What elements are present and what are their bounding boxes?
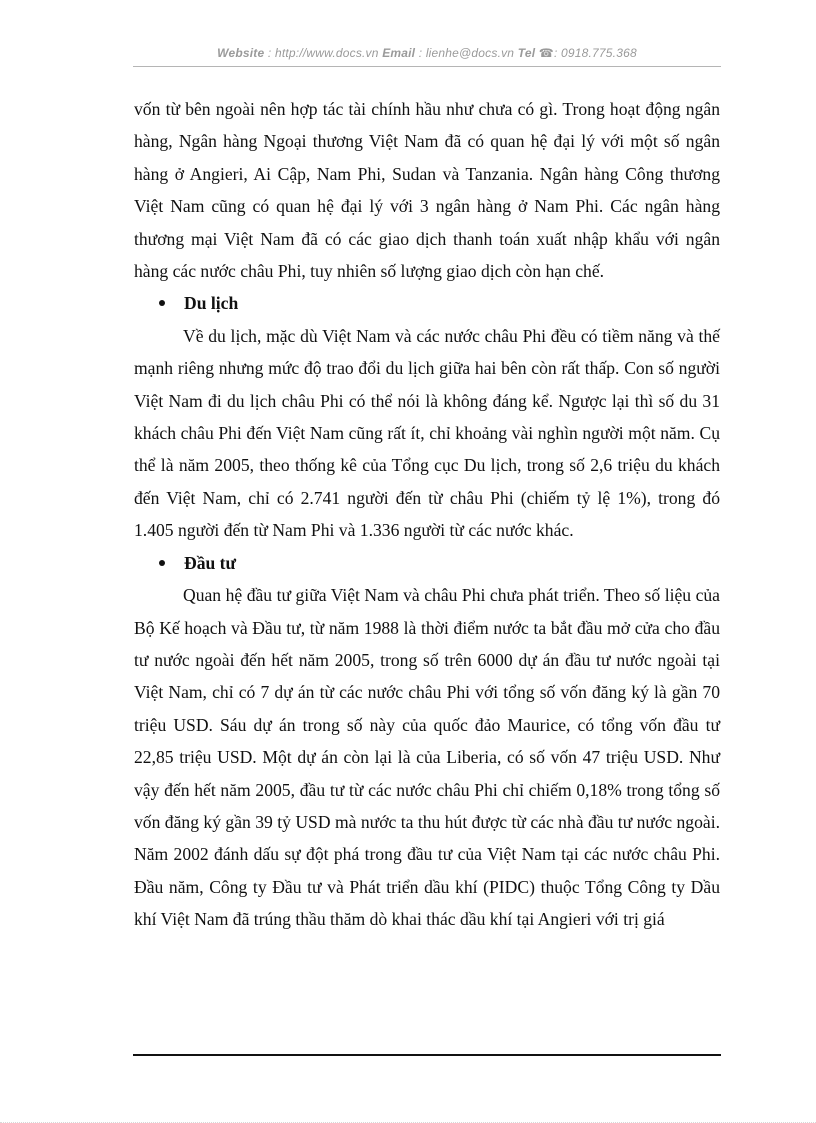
paragraph-investment: Quan hệ đầu tư giữa Việt Nam và châu Phi chưa phát triển. Theo số liệu của Bộ Kế hoạch và Đầu tư, từ năm 1988 là thời điểm nước ta bắt đầu mở cửa cho đầu tư nước ngoài đến hết năm 2005, trong số trên 6000 dự án đầu tư nước ngoài tại Việt Nam, chỉ có 7 dự án từ các nước châu Phi với tổng số vốn đăng ký là gần 70 triệu USD. Sáu dự án trong số này của quốc đảo Maurice, có tổng vốn đầu tư 22,85 triệu USD. Một dự án còn lại là của Liberia, có số vốn 47 triệu USD. Như vậy đến hết năm 2005, đầu tư từ các nước châu Phi chỉ chiếm 0,18% trong tổng số vốn đăng ký gần 39 tỷ USD mà nước ta thu hút được từ các nhà đầu tư nước ngoài. Năm 2002 đánh dấu sự đột phá trong đầu tư của Việt Nam tại các nước châu Phi. Đầu năm, Công ty Đầu tư và Phát triển dầu khí (PIDC) thuộc Tổng Công ty Dầu khí Việt Nam đã trúng thầu thăm dò khai thác dầu khí tại Angieri với trị giá: [134, 585, 720, 930]
bullet-icon: [159, 300, 165, 306]
header-divider: [133, 66, 721, 67]
section-heading-investment: [134, 547, 720, 579]
document-body: [134, 93, 720, 936]
website-url[interactable]: : http://www.docs.vn: [267, 46, 379, 60]
page-header: [133, 46, 721, 66]
paragraph-banking: vốn từ bên ngoài nên hợp tác tài chính hầu như chưa có gì. Trong hoạt động ngân hàng, Ngân hàng Ngoại thương Việt Nam đã có quan hệ đại lý với một số ngân hàng ở Angieri, Ai Cập, Nam Phi, Sudan và Tanzania. Ngân hàng Công thương Việt Nam cũng có quan hệ đại lý với 3 ngân hàng ở Nam Phi. Các ngân hàng thương mại Việt Nam đã có các giao dịch thanh toán xuất nhập khẩu với ngân hàng các nước châu Phi, tuy nhiên số lượng giao dịch còn hạn chế.: [134, 99, 720, 282]
email-address[interactable]: : lienhe@docs.vn: [418, 46, 515, 60]
website-label: Website: [217, 46, 265, 60]
paragraph-tourism: Về du lịch, mặc dù Việt Nam và các nước châu Phi đều có tiềm năng và thế mạnh riêng nhưng mức độ trao đổi du lịch giữa hai bên còn rất thấp. Con số người Việt Nam đi du lịch châu Phi có thể nói là không đáng kể. Ngược lại thì số du 31 khách châu Phi đến Việt Nam cũng rất ít, chỉ khoảng vài nghìn người một năm. Cụ thể là năm 2005, theo thống kê của Tổng cục Du lịch, trong số 2,6 triệu du khách đến Việt Nam, chỉ có 2.741 người đến từ châu Phi (chiếm tỷ lệ 1%), trong đó 1.405 người đến từ Nam Phi và 1.336 người từ các nước khác.: [134, 325, 720, 541]
heading-investment-text: Đầu tư: [184, 552, 237, 573]
bullet-icon: [159, 560, 165, 566]
footer-divider: [133, 1054, 721, 1056]
phone-icon: ☎: [538, 46, 554, 60]
heading-tourism-text: Du lịch: [184, 293, 239, 314]
email-label: Email: [382, 46, 416, 60]
tel-number: : 0918.775.368: [553, 46, 637, 60]
section-heading-tourism: [134, 287, 720, 319]
tel-label: Tel: [517, 46, 536, 60]
